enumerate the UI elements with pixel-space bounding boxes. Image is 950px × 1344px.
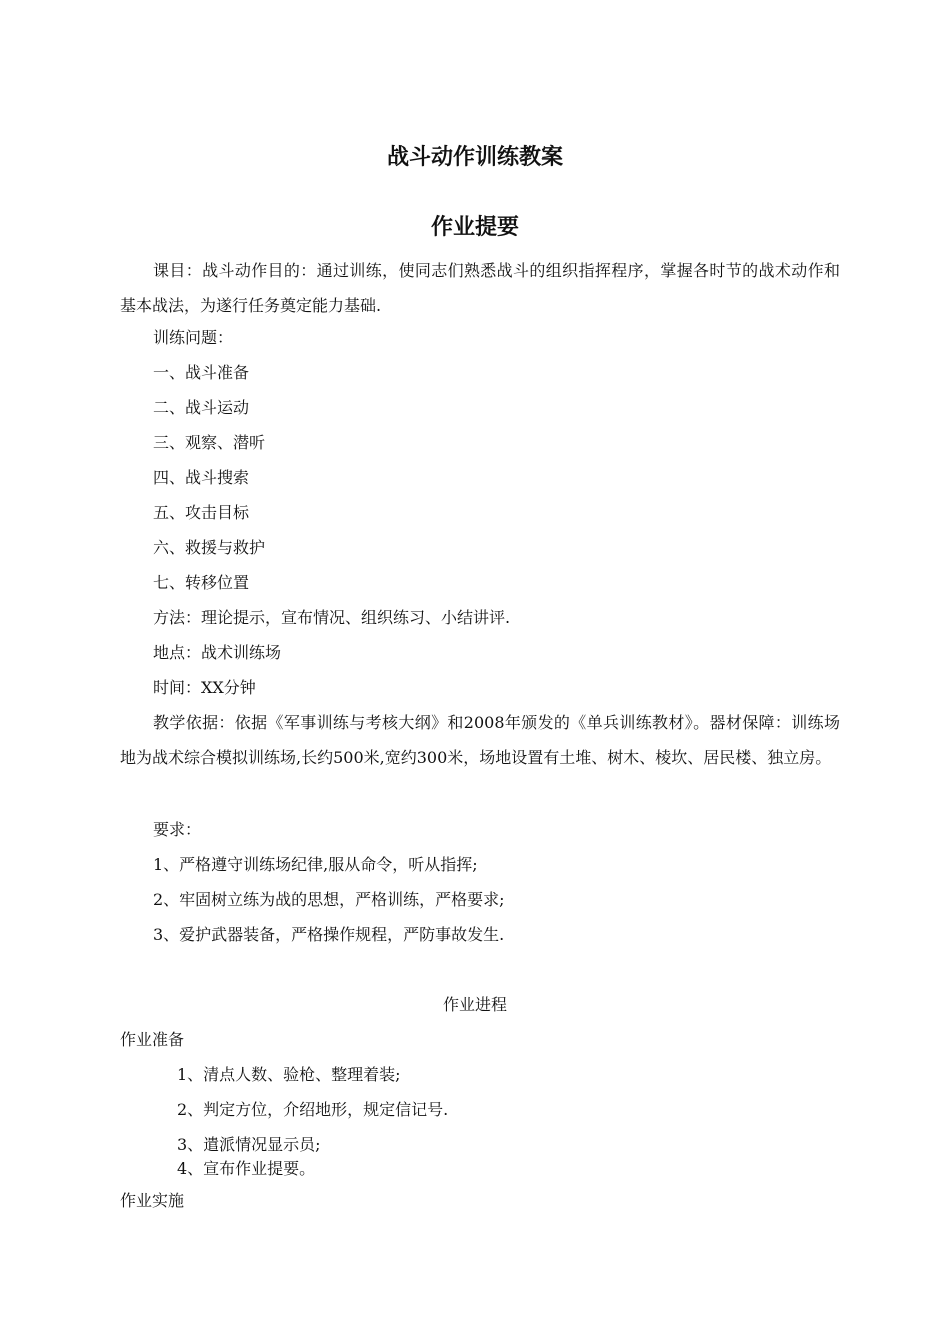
requirement-item: 3、爱护武器装备，严格操作规程，严防事故发生. bbox=[153, 925, 505, 944]
requirements-label: 要求： bbox=[153, 820, 202, 839]
problem-item: 二、战斗运动 bbox=[153, 398, 250, 417]
prep-item: 4、宣布作业提要。 bbox=[177, 1159, 316, 1178]
problem-item: 六、救援与救护 bbox=[153, 538, 266, 557]
problem-item: 七、转移位置 bbox=[153, 573, 250, 592]
problem-item: 一、战斗准备 bbox=[153, 363, 250, 382]
progress-title: 作业进程 bbox=[442, 995, 507, 1014]
method-line: 方法：理论提示，宣布情况、组织练习、小结讲评. bbox=[153, 608, 511, 627]
intro-paragraph: 课目：战斗动作目的：通过训练，使同志们熟悉战斗的组织指挥程序，掌握各时节的战术动作和基本战法，为遂行任务奠定能力基础. bbox=[120, 261, 840, 315]
impl-label: 作业实施 bbox=[120, 1191, 185, 1210]
prep-label: 作业准备 bbox=[120, 1030, 185, 1049]
document-title: 战斗动作训练教案 bbox=[386, 145, 563, 170]
section-title: 作业提要 bbox=[430, 215, 519, 240]
problem-item: 四、战斗搜索 bbox=[153, 468, 250, 487]
location-line: 地点：战术训练场 bbox=[153, 643, 282, 662]
basis-paragraph: 教学依据：依据《军事训练与考核大纲》和2008年颁发的《单兵训练教材》。器材保障：训练场地为战术综合模拟训练场,长约500米,宽约300米，场地设置有土堆、树木、棱坎、居民楼、独立房。 bbox=[120, 713, 840, 767]
problem-item: 三、观察、潜听 bbox=[153, 433, 266, 452]
prep-item: 1、清点人数、验枪、整理着装; bbox=[177, 1065, 401, 1084]
problems-label: 训练问题： bbox=[153, 328, 234, 347]
prep-item: 3、遣派情况显示员; bbox=[177, 1135, 321, 1154]
prep-item: 2、判定方位，介绍地形，规定信记号. bbox=[177, 1100, 449, 1119]
requirement-item: 1、严格遵守训练场纪律,服从命令，听从指挥; bbox=[153, 855, 478, 874]
problem-item: 五、攻击目标 bbox=[153, 503, 250, 522]
time-line: 时间：XX分钟 bbox=[153, 678, 256, 697]
requirement-item: 2、牢固树立练为战的思想，严格训练，严格要求; bbox=[153, 890, 505, 909]
